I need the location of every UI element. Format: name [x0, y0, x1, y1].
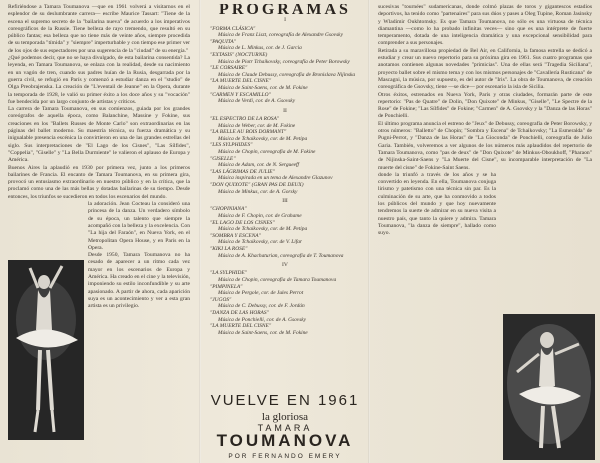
headline-returns: VUELVE EN 1961: [210, 392, 360, 409]
dancer-photo-left: [8, 260, 84, 440]
program-column: [210, 4, 360, 383]
left-paragraph: ¿Qué podemos decir, que no se haya divulgado, de esta bailarina consentida? La leyenda, en Tamara Toumanova, se enlaza con la realidad, desde su nacimiento en un vagón de tren, cuando sus padres huían de la Rusia, desgarrada por la guerra civil, se refugió en París y comenzó a estudiar danza en el "studio" de Olga Preobrajenska. La creación de "L'eventail de Jeanne" en la Opera, durante la temporada de 1928, le valió su primer éxito a los doce años y su "vocación" fue bendecida por un largo conjunto de artistas y críticos.: [8, 55, 190, 105]
program-item: "PIMPINELA" Música de Pergole, cor. de Jules Perrot: [210, 283, 304, 297]
headline-first-name: TAMARA: [257, 423, 313, 433]
program-section-label: IV: [282, 262, 288, 269]
program-item: "SOMBRA Y ESCENA" Música de Tchaikovsky, cor. de V. Lifar: [210, 232, 302, 246]
program-item: "KIKI LA ROSE" Música de A. Khachaturian, coreografía de T. Toumanova: [210, 246, 344, 259]
headline-last-name: TOUMANOVA: [216, 431, 354, 450]
right-paragraph: Otros éxitos, estrenados en Nueva York, París y otras ciudades, formarán parte de este repertorio: "Pas de Quatre" de Dolin, "Don Quixote" de Minkus, "Giselle", "Le Spectre de la Rose" de Fokine; "Las Sílfides" de Fokine; "Carmen" de A. Gsovsky y la "Danza de las Horas" de Ponchielli.: [378, 91, 592, 120]
program-item: "PAQUITA" Música de L. Minkus, cor. de J. Garcia: [210, 38, 302, 52]
program-item: "CARMEN Y ESCAMILLO" Música de Verdi, cor. de A. Gsovsky: [210, 91, 296, 105]
ballerina-illustration: [8, 260, 84, 440]
program-item: "CHOPINIANA" Música de F. Chopin, cor. de Grahame: [210, 206, 302, 220]
program-item: "FORMA CLÁSICA" Música de Franz Liszt, coreografía de Alexandre Gsovsky: [210, 25, 343, 39]
left-wrap-text: [88, 201, 190, 310]
program-section-label: II: [283, 107, 287, 114]
right-wrap-text: [378, 172, 496, 238]
program-item: "LES SYLPHIDES" Música de Chopin, coreografía de M. Fokine: [210, 142, 316, 155]
program-section-label: I: [284, 17, 286, 24]
left-wrap-paragraph: Desde 1950, Tamara Toumanova no ha cesado de aparecer a un ritmo cada vez mayor en los escenarios de Europa y América. Ha creado en el cine y la televisión, imponiendo su estilo inconfundible y su arte apasionado. A partir de ahora, cada aparición suya es un acontecimiento y ver a esta gran artista es un privilegio.: [88, 252, 190, 310]
right-paragraph: El último programa anuncia el estreno de "Jeux" de Debussy, coreografía de Peter Borowsky, y otros números: "Balletto" de Chopin; "Sombra y Escena" de Tchaikovsky; "La Esmeralda" de Pugni-Perrot, y "Danza de las Horas" de "La Gioconda" de Ponchielli, coreografía de Julio Garia. También, volveremos a ver algunos de los números más aplaudidos del repertorio de Tamara Toumanova, como "pas de deux" de "Don Quixote" de Minkus-Oboukhoff, "Pharaon" de Nijinska-Saint-Saens y "La Muerte del Cisne", su incomparable interpretación de "La muerte del cisne" de Fokine-Saint Saens.: [378, 120, 592, 171]
fold-line: [368, 0, 370, 463]
fold-line: [199, 0, 201, 463]
program-item: "LA BELLE AU BOIS DORMANT" Música de Tchaikovsky, cor. de M. Petipa: [210, 129, 308, 142]
headline-block: [210, 392, 360, 460]
program-item: "LA SYLPHIDE" Música de Chopin, coreografía de Tamara Toumanova: [210, 270, 337, 284]
program-item: "DANZA DE LAS HORAS" Música de Ponchielli, cor. de A. Gsovsky: [210, 310, 307, 323]
program-item: "LAS LÁGRIMAS DE JULIE" Música inspirada en un tema de Alexandre Glazunov: [210, 168, 333, 182]
left-paragraph: Refiriéndose a Tamara Toumanova —que en 1961 volverá a visitarnos en el esplendor de su deslumbrante carrera— escribe Maurice Tassart: "Tiene de la escena el supremo secreto de la "bailarina nueva" de acuerdo a los imperativos coreográficos de la Russie. Tiene belleza de rayo tremendo, que resultó en su público fantas; esa belleza que no tiene más de veinte años, siempre procedida de su temporada "tímida" y "siempre" imperturbable y con tiempo ese primer ver de los ojos de sus espectadores por una sugerencia de la "ciudad" de su energía.": [8, 4, 190, 54]
program-item: "EL LAGO DE LOS CISNES" Música de Tchaikovsky, cor. de M. Petipa: [210, 219, 308, 233]
right-paragraph: sucesivas "tournées" sudamericanas, donde colmó plazas de toros y gigantescos estadios deportivos, ha tenido como "partenaires" para sus dúos y pases a Oleg Tupine, Roman Jasinsky y Wladimir Oukhtomsky. Es que Tamara Toumanova, no sólo es una virtuosa de técnica diamantina —como lo ha probado infinitas veces— sino que es una intérprete de fuerte temperamento, dotada de una inteligencia dramática y una excepcional sensibilidad para comprender a sus personajes.: [378, 4, 592, 47]
program-item: "EXTASIS" (NOCTURNE) Música de Piotr Tchaikovsky, coreografía de Peter Borowsky: [210, 51, 350, 65]
left-wrap-paragraph: la adoración. Jean Cocteau la consideró una princesa de la danza. Un verdadero símbolo de su época, un talento que siempre la acompañó con la belleza y la excelencia. Con "La hija del Faraón", en Nueva York, en el Metropolitan Opera House, y en París en la Opera.: [88, 201, 190, 251]
program-item: "LE CORSAIRE" Música de Claude Debussy, coreografía de Bronislava Nijinska: [210, 65, 356, 78]
program-item: "LA MUERTE DEL CISNE" Música de Saint-Saens, cor. de M. Fokine: [210, 323, 308, 336]
program-item: "EL ESPECTRO DE LA ROSA" Música de Weber, cor. de M. Fokine: [210, 116, 296, 129]
program-item: "GISELLE" Música de Adam, cor. de N. Sergueeff: [210, 155, 299, 169]
headline-byline: POR FERNANDO EMERY: [228, 453, 342, 460]
headline-subtitle: la gloriosa: [261, 411, 309, 423]
right-paragraph: Retirada a su maravillosa propiedad de Bel Air, en California, la famosa estrella se dedicó a estudiar y crear un nuevo repertorio para su próxima gira en 1961. Sus cuatro programas que anotamos contienen algunas novedades "primicias". Una de ellas será "Tragedia Siciliana", proyecto ballet sobre el mismo tema y con los mismos personajes de "Cavallería Rusticana" de Mascagni, la música, por supuesto, es del autor de "Iris". La obra de Toumanova, de creación coreográfica de Gsovsky, tiene —se dice— por escenario la isla de Sicilia.: [378, 47, 592, 91]
program-item: "DON QUIXOTE" (GRAN PAS DE DEUX) Música de Minkus, cor. de A. Gorsky: [210, 181, 304, 195]
left-paragraph: La carrera de Tamara Toumanova, en sus comienzos, guiada por los grandes coreógrafos de aquella época, como Balanchine, Massine y Fokine, sus creaciones en los "Ballets Russes de Monte Carlo" son extraordinarias en las páginas del ballet moderno. Su maestría técnica, su fuerza dramática y su inigualable presencia escénica la convirtieron en una de las grandes estrellas del siglo. Sus interpretaciones de "El Lago de los Cisnes", "Las Sílfides", "Coppelia", "Giselle" y "La Bella Durmiente" le valieron el aplauso de Europa y América.: [8, 106, 190, 164]
program-section-label: III: [282, 198, 288, 205]
program-title: PROGRAMAS: [219, 4, 351, 18]
right-wrap-paragraph: donde la triunfó a través de los años y se ha convertido en leyenda. En ella, Toumanova conjuga lirismo y patetismo con una técnica sin par. Es la culminación de su arte, que ha conmovido a todos los públicos del mundo y que hoy nuevamente tendremos la suerte de admirar en su nueva visita a nuestro país, que tanto la quiere y admira. Tamara Toumanova, "la danza de siempre", hallado como suyo.: [378, 171, 496, 237]
program-item: "JUGOS" Música de C. Debussy, cor. de F. Jordán: [210, 296, 305, 310]
program-item: "LA MUERTE DEL CISNE" Música de Saint-Saens, cor. de M. Fokine: [210, 78, 308, 91]
dancer-photo-right: [503, 314, 595, 460]
ballerina-illustration: [503, 314, 595, 460]
left-paragraph: Buenos Aires la aplaudió en 1930 por primera vez, junto a los primeros bailarines de Francia. El encanto de Tamara Toumanova, en su primera gira, provocó un entusiasmo extraordinario en nuestro público y en la crítica, que la proclamó como una de las más bellas y dotadas bailarinas de su tiempo. Desde entonces, los triunfos se sucedieron en todos los escenarios del mundo.: [8, 164, 190, 200]
